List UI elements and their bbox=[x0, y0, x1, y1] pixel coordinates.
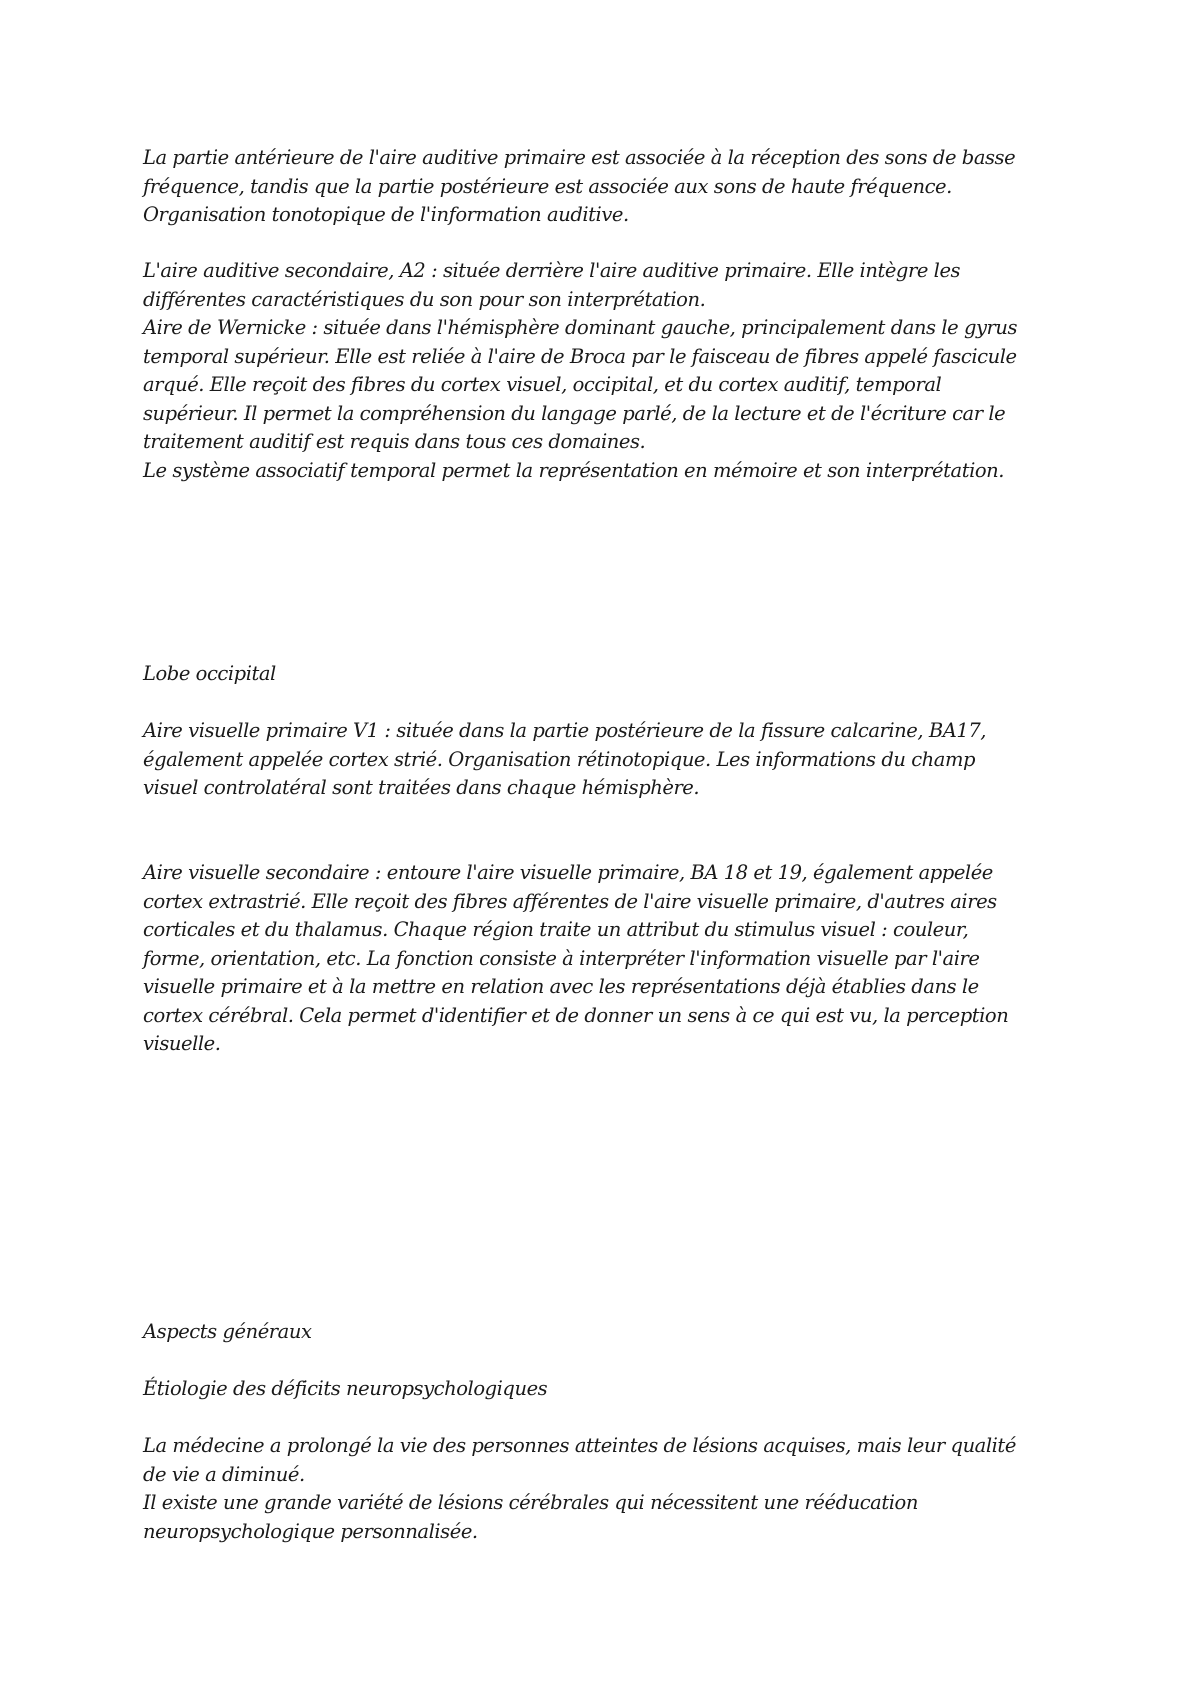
text-line: fréquence, tandis que la partie postérieure est associée aux sons de haute fréquence. bbox=[143, 174, 952, 198]
text-line: La médecine a prolongé la vie des personnes atteintes de lésions acquises, mais leur qualité bbox=[143, 1434, 1016, 1457]
text-line: temporal supérieur. Elle est reliée à l'aire de Broca par le faisceau de fibres appelé fascicule bbox=[143, 344, 1017, 368]
text-line: également appelée cortex strié. Organisation rétinotopique. Les informations du champ bbox=[143, 747, 976, 771]
text-line: forme, orientation, etc. La fonction consiste à interpréter l'information visuelle par l'aire bbox=[143, 946, 980, 970]
text-line: Aire visuelle secondaire : entoure l'aire visuelle primaire, BA 18 et 19, également appelée bbox=[143, 861, 993, 884]
text-line: supérieur. Il permet la compréhension du langage parlé, de la lecture et de l'écriture car le bbox=[143, 401, 1006, 425]
text-line: cortex extrastrié. Elle reçoit des fibres afférentes de l'aire visuelle primaire, d'autres aires bbox=[143, 889, 997, 913]
text-line: de vie a diminué. bbox=[143, 1462, 305, 1486]
text-line: Aspects généraux bbox=[143, 1320, 312, 1343]
text-line: traitement auditif est requis dans tous ces domaines. bbox=[143, 430, 646, 453]
paragraph-auditory-primary-tonotopy bbox=[143, 144, 1073, 230]
text-line: visuel controlatéral sont traitées dans chaque hémisphère. bbox=[143, 776, 700, 799]
paragraph-medicine-lesions bbox=[143, 1432, 1073, 1546]
text-line: neuropsychologique personnalisée. bbox=[143, 1519, 478, 1543]
heading-lobe-occipital bbox=[143, 660, 1073, 689]
text-line: Étiologie des déficits neuropsychologiques bbox=[143, 1377, 548, 1400]
heading-aspects-generaux bbox=[143, 1318, 1073, 1347]
text-line: visuelle. bbox=[143, 1032, 221, 1055]
text-line: La partie antérieure de l'aire auditive primaire est associée à la réception des sons de basse bbox=[143, 146, 1016, 169]
text-line: Lobe occipital bbox=[143, 662, 276, 685]
paragraph-auditory-secondary-wernicke bbox=[143, 257, 1073, 485]
text-line: cortex cérébral. Cela permet d'identifier et de donner un sens à ce qui est vu, la perception bbox=[143, 1003, 1009, 1027]
text-line: différentes caractéristiques du son pour son interprétation. bbox=[143, 287, 706, 311]
paragraph-visual-primary bbox=[143, 717, 1073, 803]
heading-etiologie bbox=[143, 1375, 1073, 1404]
paragraph-visual-secondary bbox=[143, 859, 1073, 1059]
text-line: Le système associatif temporal permet la représentation en mémoire et son interprétation. bbox=[143, 458, 1005, 482]
text-line: arqué. Elle reçoit des fibres du cortex visuel, occipital, et du cortex auditif, temporal bbox=[143, 373, 942, 396]
text-line: Organisation tonotopique de l'information auditive. bbox=[143, 203, 629, 226]
text-line: L'aire auditive secondaire, A2 : située derrière l'aire auditive primaire. Elle intègre les bbox=[143, 259, 961, 282]
text-line: Il existe une grande variété de lésions cérébrales qui nécessitent une rééducation bbox=[143, 1491, 918, 1514]
text-line: Aire visuelle primaire V1 : située dans la partie postérieure de la fissure calcarine, BA17, bbox=[143, 719, 987, 742]
text-line: corticales et du thalamus. Chaque région traite un attribut du stimulus visuel : couleur, bbox=[143, 918, 969, 941]
text-line: visuelle primaire et à la mettre en relation avec les représentations déjà établies dans le bbox=[143, 975, 979, 998]
text-line: Aire de Wernicke : située dans l'hémisphère dominant gauche, principalement dans le gyrus bbox=[143, 316, 1018, 339]
